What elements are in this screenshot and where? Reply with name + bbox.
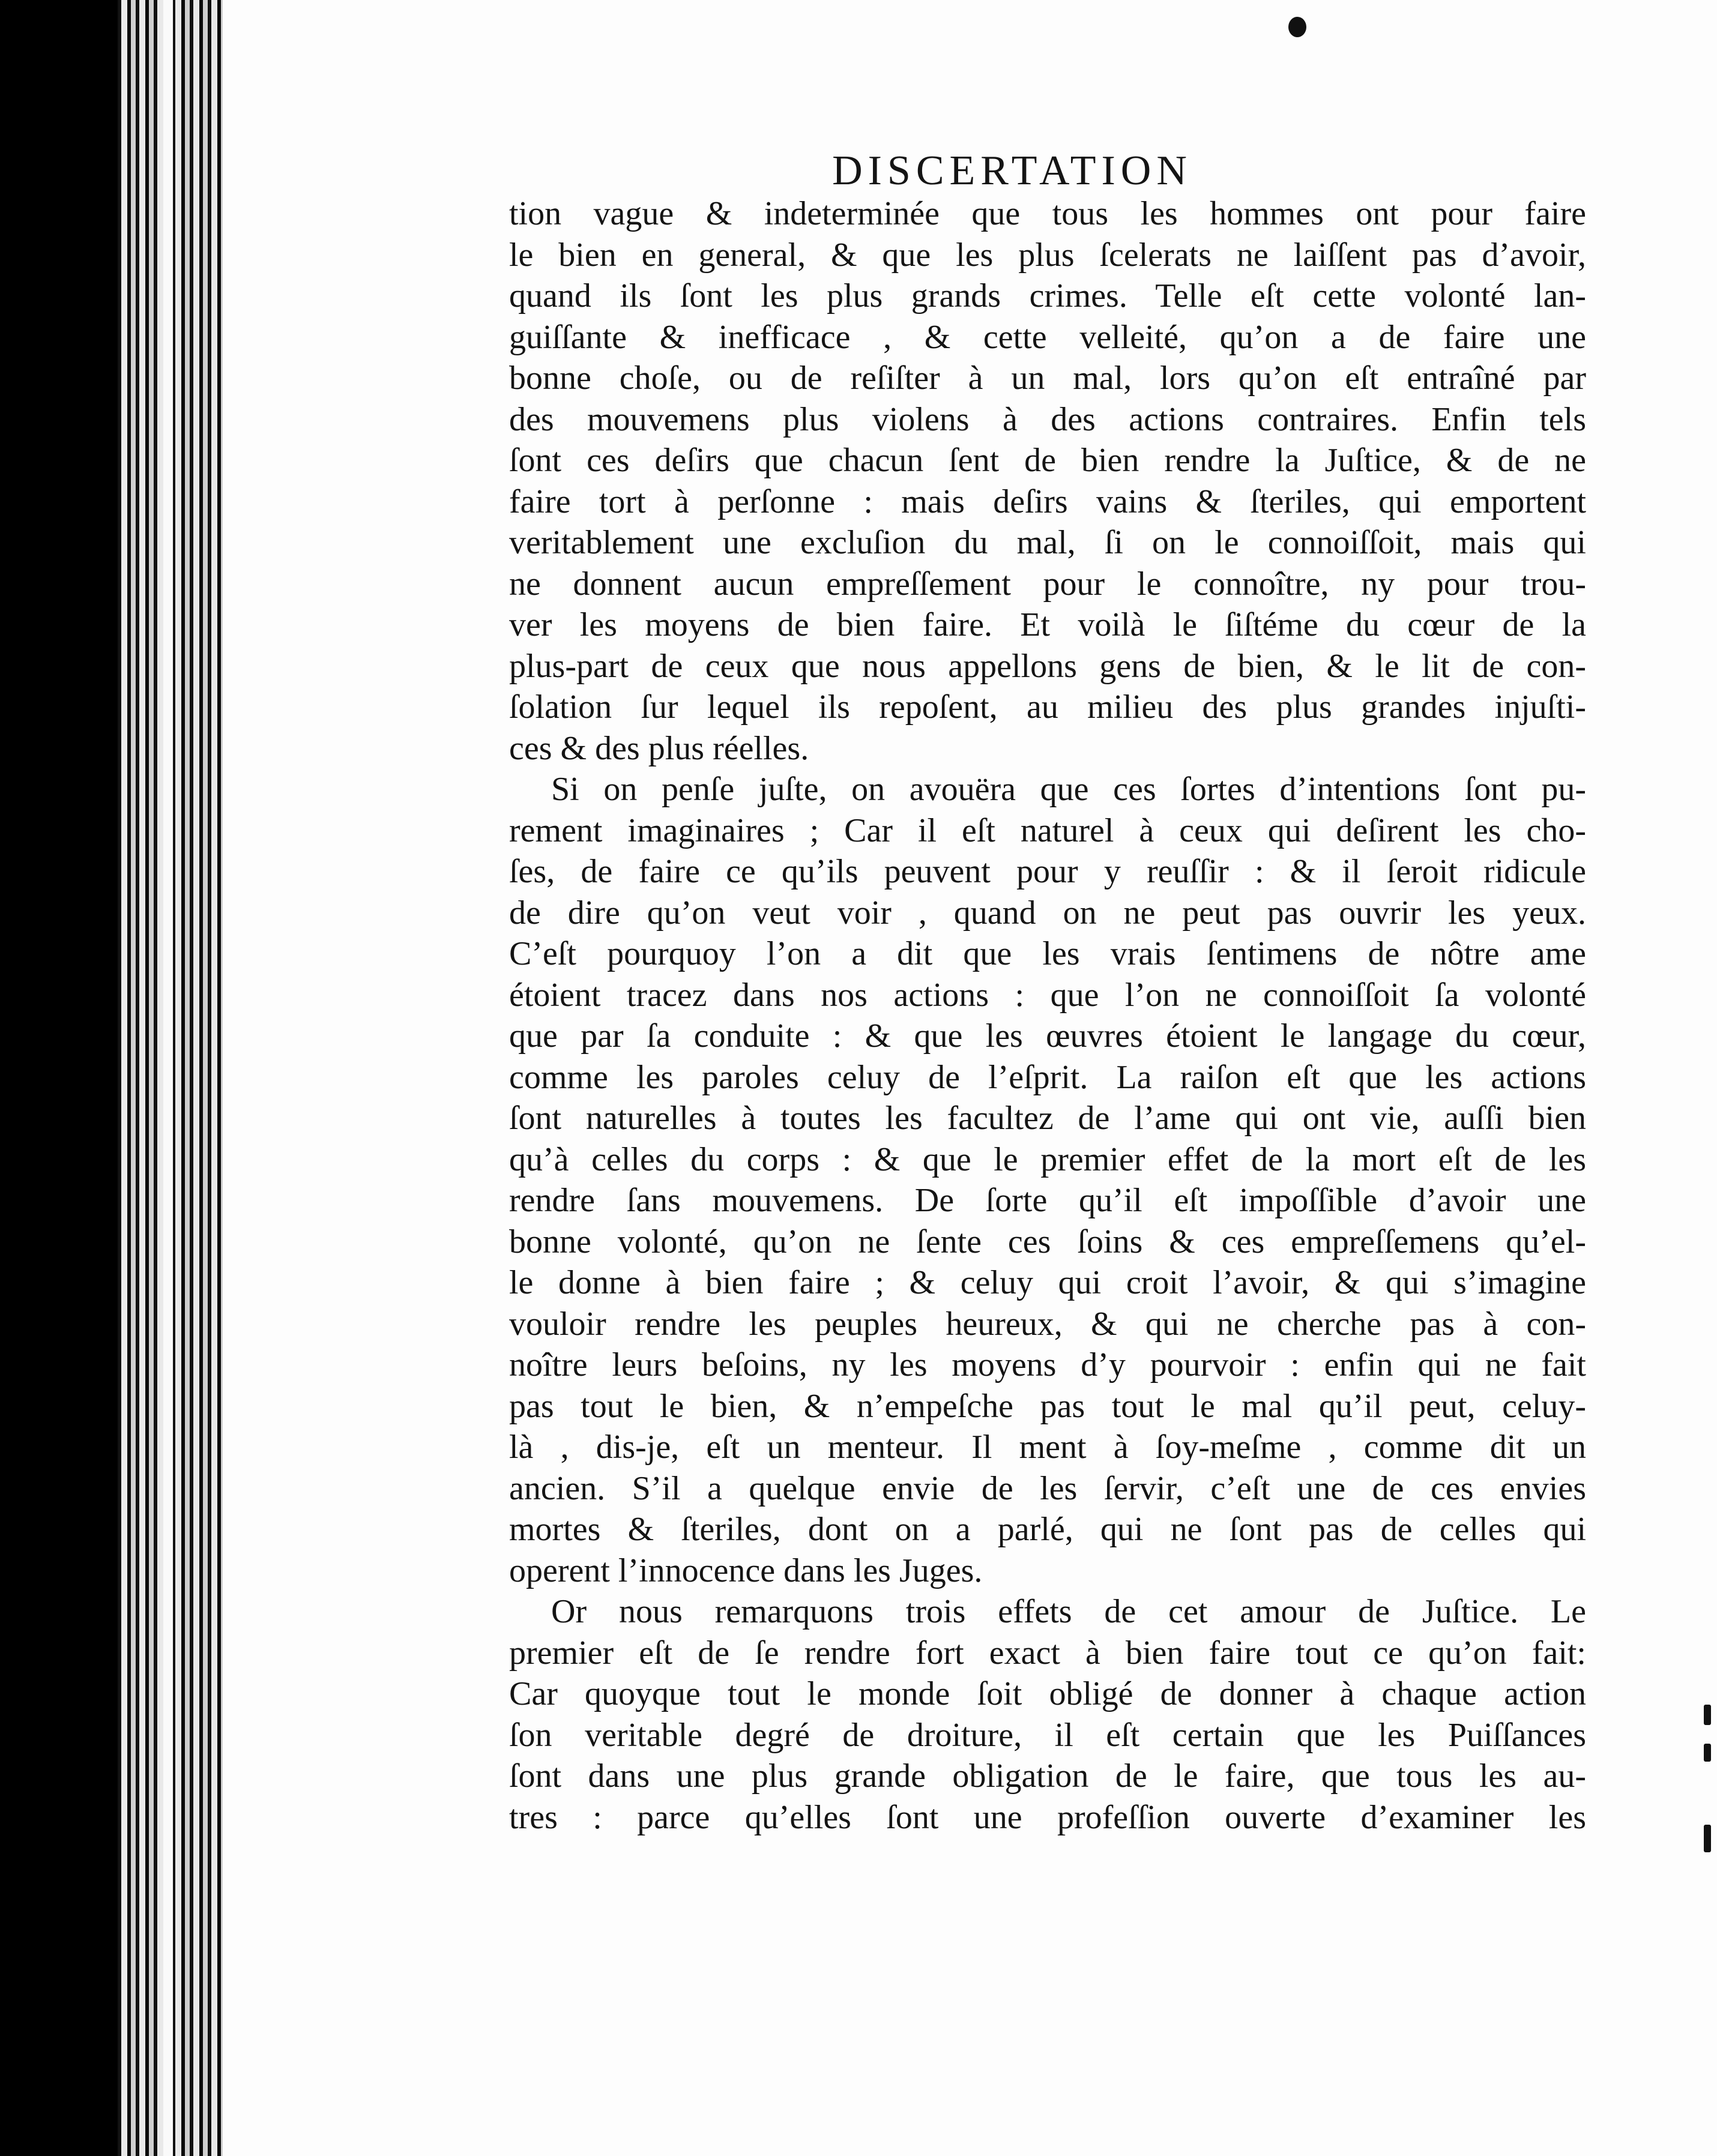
text-line: ſont dans une plus grande obligation de le faire, que tous les au-: [509, 1757, 1586, 1795]
text-line: ſon veritable degré de droiture, il eſt certain que les Puiſſances: [509, 1716, 1586, 1754]
text-line: qu’à celles du corps : & que le premier effet de la mort eſt de les: [509, 1140, 1586, 1178]
text-line: rement imaginaires ; Car il eſt naturel à ceux qui deſirent les cho-: [509, 812, 1586, 849]
text-line: le bien en general, & que les plus ſcelerats ne laiſſent pas d’avoir,: [509, 236, 1586, 274]
text-line: Car quoyque tout le monde ſoit obligé de donner à chaque action: [509, 1675, 1586, 1712]
text-line: Si on penſe juſte, on avouëra que ces ſortes d’intentions ſont pu-: [551, 771, 1586, 808]
text-line: operent l’innocence dans les Juges.: [509, 1552, 983, 1589]
text-line: ver les moyens de bien faire. Et voilà le ſiſtéme du cœur de la: [509, 606, 1586, 643]
text-line: bonne choſe, ou de reſiſter à un mal, lors qu’on eſt entraîné par: [509, 360, 1586, 397]
gutter-edge: [163, 0, 173, 2156]
text-line: étoient tracez dans nos actions : que l’on ne connoiſſoit ſa volonté: [509, 976, 1586, 1014]
text-line: ne donnent aucun empreſſement pour le connoître, ny pour trou-: [509, 565, 1586, 603]
text-line: bonne volonté, qu’on ne ſente ces ſoins & ces empreſſemens qu’el-: [509, 1223, 1586, 1260]
text-line: ancien. S’il a quelque envie de les ſervir, c’eſt une de ces envies: [509, 1469, 1586, 1507]
facing-page-ink-mark: [1704, 1744, 1711, 1762]
text-line: guiſſante & inefficace , & cette velleité, qu’on a de faire une: [509, 318, 1586, 356]
text-line: que par ſa conduite : & que les œuvres étoient le langage du cœur,: [509, 1017, 1586, 1055]
text-line: mortes & ſteriles, dont on a parlé, qui ne ſont pas de celles qui: [509, 1511, 1586, 1548]
text-line: ſont naturelles à toutes les facultez de l’ame qui ont vie, auſſi bien: [509, 1100, 1586, 1137]
text-line: quand ils ſont les plus grands crimes. Telle eſt cette volonté lan-: [509, 277, 1586, 315]
text-line: tres : parce qu’elles ſont une profeſſion ouverte d’examiner les: [509, 1798, 1586, 1836]
text-line: ſolation ſur lequel ils repoſent, au milieu des plus grandes injuſti-: [509, 688, 1586, 726]
text-line: rendre ſans mouvemens. De ſorte qu’il eſt impoſſible d’avoir une: [509, 1182, 1586, 1219]
text-line: veritablement une excluſion du mal, ſi on le connoiſſoit, mais qui: [509, 524, 1586, 561]
text-line: comme les paroles celuy de l’eſprit. La raiſon eſt que les actions: [509, 1058, 1586, 1096]
text-line: ſes, de faire ce qu’ils peuvent pour y reuſſir : & il ſeroit ridicule: [509, 853, 1586, 890]
text-line: vouloir rendre les peuples heureux, & qui ne cherche pas à con-: [509, 1305, 1586, 1343]
text-line: des mouvemens plus violens à des actions contraires. Enfin tels: [509, 400, 1586, 438]
text-line: de dire qu’on veut voir , quand on ne peut pas ouvrir les yeux.: [509, 894, 1586, 932]
text-line: ſont ces deſirs que chacun ſent de bien rendre la Juſtice, & de ne: [509, 442, 1586, 479]
facing-page-ink-mark: [1704, 1825, 1711, 1852]
text-line: noître leurs beſoins, ny les moyens d’y pourvoir : enfin qui ne fait: [509, 1346, 1586, 1384]
body-text: [509, 193, 1586, 1838]
text-line: Or nous remarquons trois effets de cet amour de Juſtice. Le: [551, 1593, 1586, 1630]
text-line: C’eſt pourquoy l’on a dit que les vrais ſentimens de nôtre ame: [509, 935, 1586, 972]
text-line: pas tout le bien, & n’empeſche pas tout le mal qu’il peut, celuy-: [509, 1387, 1586, 1425]
text-line: plus-part de ceux que nous appellons gens de bien, & le lit de con-: [509, 647, 1586, 685]
text-line: ces & des plus réelles.: [509, 729, 809, 767]
ink-blot: [1288, 17, 1306, 37]
text-line: le donne à bien faire ; & celuy qui croit l’avoir, & qui s’imagine: [509, 1264, 1586, 1301]
text-line: faire tort à perſonne : mais deſirs vains & ſteriles, qui emportent: [509, 483, 1586, 520]
facing-page-ink-mark: [1704, 1705, 1711, 1725]
text-line: là , dis-je, eſt un menteur. Il ment à ſoy-meſme , comme dit un: [509, 1429, 1586, 1466]
running-head: DISCERTATION: [832, 148, 1192, 194]
text-line: premier eſt de ſe rendre fort exact à bien faire tout ce qu’on fait:: [509, 1634, 1586, 1672]
text-line: tion vague & indeterminée que tous les hommes ont pour faire: [509, 195, 1586, 232]
